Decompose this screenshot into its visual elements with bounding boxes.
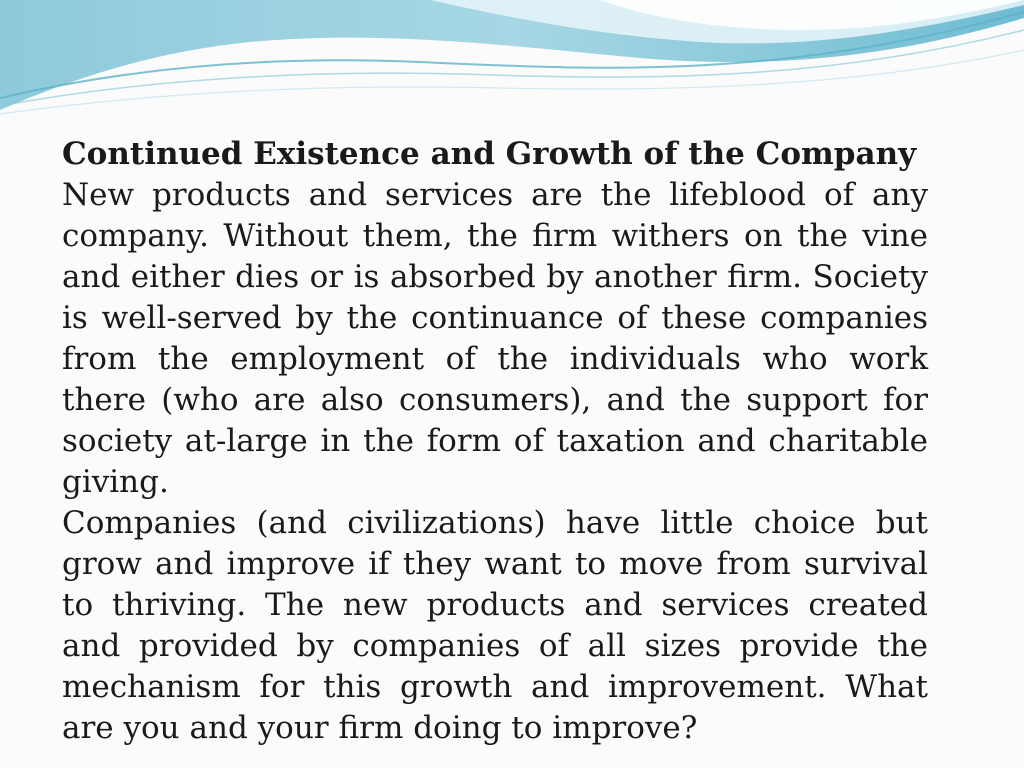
paragraph-2: Companies (and civilizations) have little choice but grow and improve if they want to move from survival to thriving. The new products and services created and provided by companies of all sizes provide the mechanism for this growth and improvement. What are you and your firm doing to improve? bbox=[62, 505, 928, 746]
header-wave-decoration bbox=[0, 0, 1024, 130]
slide-body bbox=[62, 134, 928, 749]
slide-heading: Continued Existence and Growth of the Company bbox=[62, 136, 917, 172]
paragraph-1: New products and services are the lifeblood of any company. Without them, the firm withers on the vine and either dies or is absorbed by another firm. Society is well-served by the continuance of these companies from the employment of the individuals who work there (who are also consumers), and the support for society at-large in the form of taxation and charitable giving. bbox=[62, 177, 928, 500]
